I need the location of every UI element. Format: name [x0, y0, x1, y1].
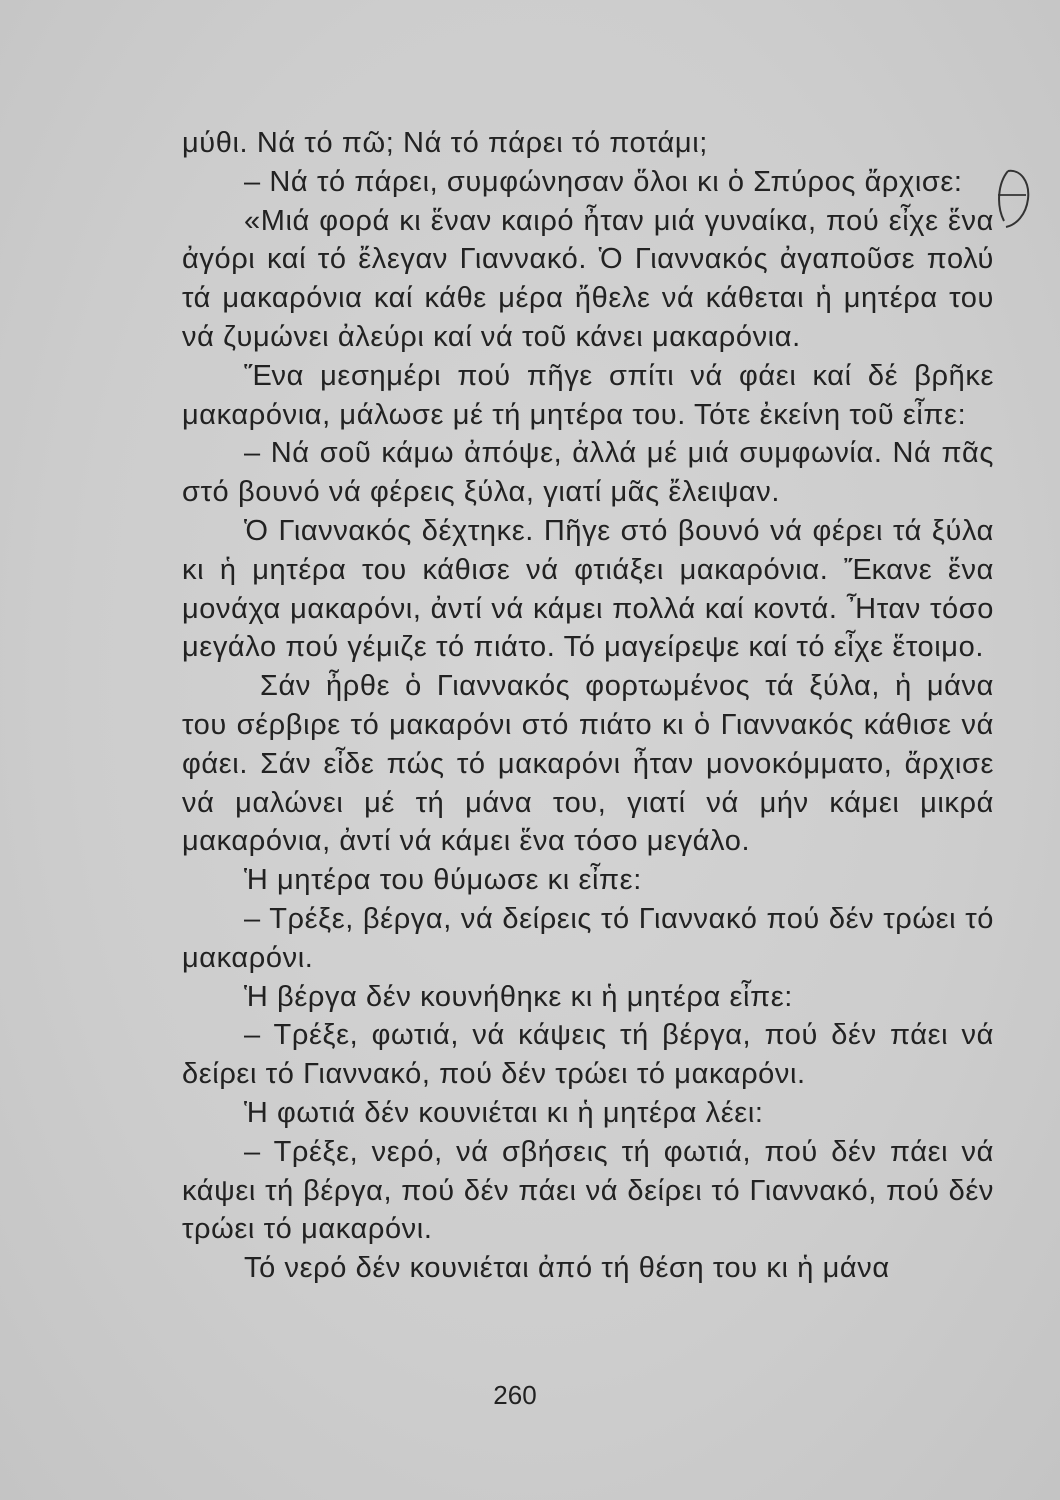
paragraph-9: – Τρέξε, βέργα, νά δείρεις τό Γιαννακό πού δέν τρώει τό μακαρόνι. — [182, 902, 994, 974]
paragraph-10: Ἡ βέργα δέν κουνήθηκε κι ἡ μητέρα εἶπε: — [244, 980, 793, 1013]
paragraph-5: – Νά σοῦ κάμω ἀπόψε, ἀλλά μέ μιά συμφωνία. Νά πᾶς στό βουνό νά φέρεις ξύλα, γιατί μᾶς ἔλειψαν. — [182, 437, 994, 509]
paragraph-8: Ἡ μητέρα του θύμωσε κι εἶπε: — [244, 864, 642, 897]
paragraph-11: – Τρέξε, φωτιά, νά κάψεις τή βέργα, πού δέν πάει νά δείρει τό Γιαννακό, πού δέν τρώει τό μακαρόνι. — [182, 1019, 994, 1091]
page-number: 260 — [493, 1380, 537, 1410]
paragraph-4: Ἕνα μεσημέρι πού πῆγε σπίτι νά φάει καί δέ βρῆκε μακαρόνια, μάλωσε μέ τή μητέρα του. Τότε ἐκείνη τοῦ εἶπε: — [182, 359, 994, 431]
paragraph-14: Τό νερό δέν κουνιέται ἀπό τή θέση του κι ἡ μάνα — [244, 1252, 890, 1285]
paragraph-3: «Μιά φορά κι ἕναν καιρό ἦταν μιά γυναίκα, πού εἶχε ἕνα ἀγόρι καί τό ἔλεγαν Γιαννακό. Ὁ Γιαννακός ἀγαποῦσε πολύ τά μακαρόνια καί κάθε μέρα ἤθελε νά κάθεται ἡ μητέρα του νά ζυμώνει ἀλεύρι καί νά τοῦ κάνει μακαρόνια. — [182, 204, 994, 353]
paragraph-1: μύθι. Νά τό πῶ; Νά τό πάρει τό ποτάμι; — [182, 127, 708, 159]
paragraph-6: Ὁ Γιαννακός δέχτηκε. Πῆγε στό βουνό νά φέρει τά ξύλα κι ἡ μητέρα του κάθισε νά φτιάξει μακαρόνια. Ἔκανε ἕνα μονάχα μακαρόνι, ἀντί νά κάμει πολλά καί κοντά. Ἦταν τόσο μεγάλο πού γέμιζε τό πιάτο. Τό μαγείρεψε καί τό εἶχε ἕτοιμο. — [182, 514, 994, 664]
paragraph-2: – Νά τό πάρει, συμφώνησαν ὅλοι κι ὁ Σπύρος ἄρχισε: — [244, 165, 963, 198]
paragraph-13: – Τρέξε, νερό, νά σβήσεις τή φωτιά, πού δέν πάει νά κάψει τή βέργα, πού δέν πάει νά δείρει τό Γιαννακό, πού δέν τρώει τό μακαρόνι. — [182, 1135, 994, 1246]
paragraph-12: Ἡ φωτιά δέν κουνιέται κι ἡ μητέρα λέει: — [244, 1096, 764, 1129]
body-text — [182, 124, 994, 1288]
handwritten-margin-mark — [990, 165, 1036, 235]
paragraph-7: Σάν ἦρθε ὁ Γιαννακός φορτωμένος τά ξύλα, ἡ μάνα του σέρβιρε τό μακαρόνι στό πιάτο κι ὁ Γιαννακός κάθισε νά φάει. Σάν εἶδε πώς τό μακαρόνι ἦταν μονοκόμματο, ἄρχισε νά μαλώνει μέ τή μάνα του, γιατί νά μήν κάμει μικρά μακαρόνια, ἀντί νά κάμει ἕνα τόσο μεγάλο. — [182, 670, 994, 858]
